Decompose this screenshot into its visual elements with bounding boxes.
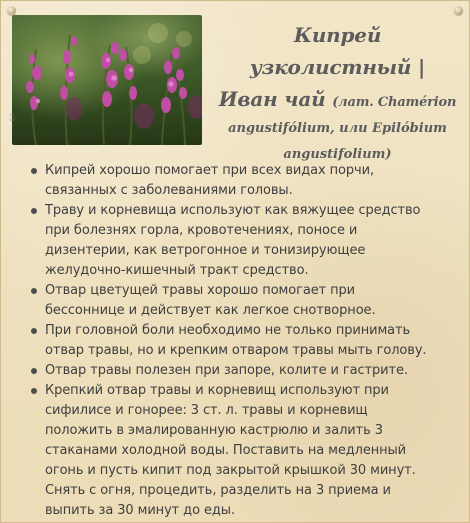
bullet-line: желудочно-кишечный тракт средство. xyxy=(45,263,309,278)
bullet-line: сифилисе и гонорее: 3 ст. л. травы и корневищ xyxy=(45,403,368,418)
bullet-line: бессоннице и действует как легкое снотворное. xyxy=(45,303,376,318)
bullet-line: стаканами холодной воды. Поставить на медленный xyxy=(45,443,407,458)
title-line-1: Кипрей узколистный | xyxy=(249,23,426,79)
title-block xyxy=(215,19,460,168)
bullet-line: отвар травы, но и крепким отваром травы мыть голову. xyxy=(45,343,427,358)
bullet-line: Кипрей хорошо помогает при всех видах порчи, xyxy=(45,163,374,178)
title-line-4: angustifolium) xyxy=(283,147,392,162)
bullet-line: при болезнях горла, кровотечениях, поносе и xyxy=(45,223,358,238)
bullet-line: связанных с заболеваниями головы. xyxy=(45,183,293,198)
bullet-item xyxy=(45,381,455,521)
bullet-item xyxy=(45,361,455,381)
pin-icon xyxy=(454,6,463,15)
title-line-3: angustifólium, или Epilóbium xyxy=(228,121,447,136)
fireweed-image xyxy=(12,15,202,145)
bullet-item xyxy=(45,201,455,281)
bullet-line: дизентерии, как ветрогонное и тонизирующее xyxy=(45,243,366,258)
watermark: 3 xyxy=(9,112,16,124)
bullet-item xyxy=(45,161,455,201)
pin-icon xyxy=(7,6,16,15)
bullet-line: Крепкий отвар травы и корневищ используют при xyxy=(45,383,389,398)
title-line-2-suffix: (лат. Chamérion xyxy=(332,95,457,110)
bullet-line: огонь и пусть кипит под закрытой крышкой 30 минут. xyxy=(45,463,416,478)
main-content xyxy=(25,161,455,521)
bullet-list xyxy=(25,161,455,521)
bullet-line: выпить за 30 минут до еды. xyxy=(45,503,235,518)
bullet-line: положить в эмалированную кастрюлю и залить 3 xyxy=(45,423,383,438)
title-line-2-main: Иван чай xyxy=(218,87,326,111)
title-line-2 xyxy=(215,83,460,116)
bullet-item xyxy=(45,321,455,361)
bullet-line: Отвар травы полезен при запоре, колите и гастрите. xyxy=(45,363,408,378)
fireweed-photo xyxy=(12,15,202,145)
bullet-line: Снять с огня, процедить, разделить на 3 приема и xyxy=(45,483,391,498)
bullet-item xyxy=(45,281,455,321)
bullet-line: При головной боли необходимо не только принимать xyxy=(45,323,411,338)
bullet-line: Траву и корневища используют как вяжущее средство xyxy=(45,203,421,218)
bullet-line: Отвар цветущей травы хорошо помогает при xyxy=(45,283,356,298)
